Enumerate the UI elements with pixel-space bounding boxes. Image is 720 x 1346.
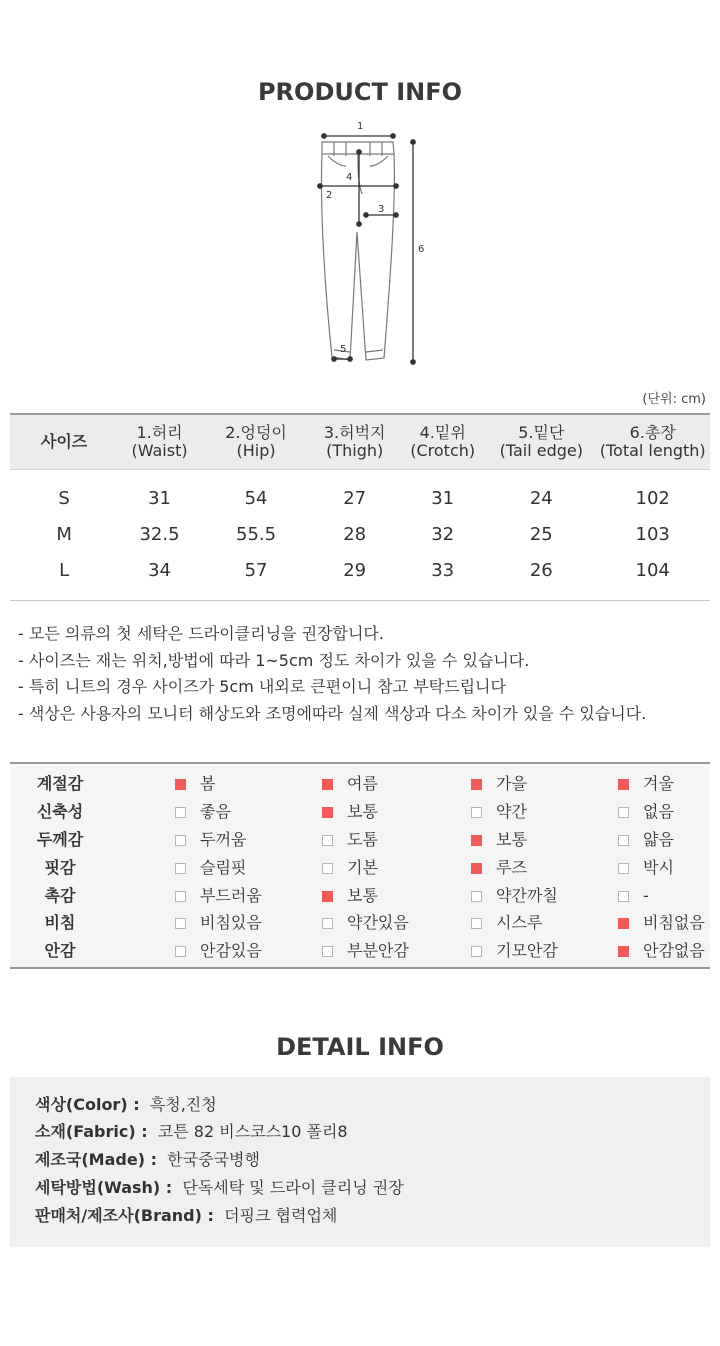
table-divider (10, 600, 710, 601)
option-label: 비침있음 (200, 913, 262, 932)
characteristic-option (618, 909, 705, 936)
characteristic-label: 신축성 (36, 802, 84, 821)
diagram-label-2: 2 (326, 190, 333, 201)
unchecked-box-icon (322, 835, 333, 846)
characteristic-label: 두께감 (36, 830, 84, 849)
unchecked-box-icon (175, 918, 186, 929)
option-label: 루즈 (496, 858, 527, 877)
unchecked-box-icon (175, 891, 186, 902)
detail-row (35, 1122, 348, 1142)
table-cell: 25 (529, 523, 553, 545)
detail-info-box (10, 1077, 710, 1247)
option-label: 보통 (347, 802, 378, 821)
characteristic-option (175, 854, 246, 881)
characteristic-row (10, 882, 710, 909)
option-label: 보통 (496, 830, 527, 849)
characteristic-option (618, 826, 674, 853)
pants-measurement-diagram (300, 112, 440, 374)
header-total-length: 6.총장 (Total length) (595, 414, 710, 470)
unchecked-box-icon (618, 807, 629, 818)
characteristic-label: 핏감 (44, 858, 76, 877)
option-label: 부드러움 (200, 886, 262, 905)
note-line: - 색상은 사용자의 모니터 해상도와 조명에따라 실제 색상과 다소 차이가 있을 수 있습니다. (18, 703, 647, 723)
table-cell: 55.5 (236, 523, 277, 545)
characteristic-row (10, 909, 710, 936)
option-label: 보통 (347, 886, 378, 905)
characteristic-option (471, 909, 542, 936)
unchecked-box-icon (175, 807, 186, 818)
characteristics-table (10, 762, 710, 969)
unchecked-box-icon (618, 891, 629, 902)
characteristic-row (10, 826, 710, 853)
characteristic-option (175, 909, 262, 936)
option-label: 봄 (200, 774, 216, 793)
table-row (10, 470, 710, 517)
characteristic-option (618, 937, 705, 964)
detail-row (35, 1095, 217, 1115)
checked-box-icon (471, 835, 482, 846)
unchecked-box-icon (471, 891, 482, 902)
unchecked-box-icon (471, 807, 482, 818)
header-hip: 2.엉덩이 (Hip) (201, 414, 311, 470)
option-label: 안감없음 (643, 941, 705, 960)
detail-label: 판매처/제조사(Brand) : (35, 1206, 214, 1225)
characteristic-row (10, 854, 710, 881)
characteristic-label: 계절감 (36, 774, 84, 793)
characteristic-option (175, 798, 231, 825)
detail-label: 세탁방법(Wash) : (35, 1178, 173, 1197)
checked-box-icon (322, 891, 333, 902)
characteristic-option (322, 770, 378, 797)
option-label: 두꺼움 (200, 830, 247, 849)
checked-box-icon (618, 779, 629, 790)
detail-value: 한국중국병행 (167, 1150, 260, 1169)
unchecked-box-icon (618, 863, 629, 874)
characteristic-option (322, 937, 409, 964)
characteristic-option (175, 770, 215, 797)
note-line: - 모든 의류의 첫 세탁은 드라이클리닝을 권장합니다. (18, 624, 384, 643)
checked-box-icon (471, 779, 482, 790)
option-label: 박시 (643, 858, 674, 877)
diagram-label-3: 3 (378, 204, 385, 215)
header-thigh: 3.허벅지 (Thigh) (311, 414, 398, 470)
unchecked-box-icon (175, 835, 186, 846)
option-label: 약간까칠 (496, 886, 558, 905)
option-label: 도톰 (347, 830, 378, 849)
characteristic-option (618, 854, 674, 881)
characteristic-option (175, 937, 262, 964)
pants-outline (321, 154, 394, 360)
characteristic-option (471, 882, 558, 909)
option-label: 슬림핏 (200, 858, 247, 877)
detail-info-title: DETAIL INFO (276, 1033, 444, 1061)
option-label: 얇음 (643, 830, 674, 849)
characteristic-option (471, 770, 527, 797)
option-label: 안감있음 (200, 941, 262, 960)
right-pocket (370, 156, 388, 166)
detail-label: 색상(Color) : (35, 1095, 140, 1114)
characteristic-option (471, 826, 527, 853)
header-waist: 1.허리 (Waist) (118, 414, 201, 470)
table-cell: 32 (431, 523, 455, 545)
size-cell: L (59, 559, 70, 581)
unchecked-box-icon (322, 918, 333, 929)
table-cell: 33 (431, 559, 455, 581)
characteristic-row (10, 770, 710, 797)
characteristic-option (471, 937, 558, 964)
checked-box-icon (175, 779, 186, 790)
table-cell: 28 (343, 523, 367, 545)
option-label: 약간 (496, 802, 527, 821)
detail-label: 제조국(Made) : (35, 1150, 157, 1169)
detail-row (35, 1150, 260, 1170)
option-label: 기본 (347, 858, 378, 877)
diagram-label-6: 6 (418, 244, 425, 255)
characteristic-option (618, 882, 649, 909)
characteristic-row (10, 798, 710, 825)
option-label: 없음 (643, 802, 674, 821)
characteristic-option (322, 798, 378, 825)
unchecked-box-icon (471, 946, 482, 957)
characteristic-option (618, 770, 674, 797)
characteristic-option (471, 798, 527, 825)
header-crotch: 4.밑위 (Crotch) (398, 414, 487, 470)
header-size: 사이즈 (10, 414, 118, 470)
size-cell: S (58, 487, 70, 509)
detail-value: 코튼 82 비스코스10 폴리8 (157, 1122, 348, 1141)
characteristic-option (322, 909, 409, 936)
characteristic-option (471, 854, 527, 881)
diagram-label-5: 5 (340, 344, 347, 355)
option-label: 여름 (347, 774, 378, 793)
detail-value: 단독세탁 및 드라이 클리닝 권장 (182, 1178, 404, 1197)
table-cell: 104 (635, 559, 670, 581)
characteristic-option (175, 882, 262, 909)
option-label: 겨울 (643, 774, 674, 793)
option-label: 좋음 (200, 802, 231, 821)
size-table (10, 413, 710, 594)
unchecked-box-icon (322, 946, 333, 957)
option-label: 기모안감 (496, 941, 558, 960)
option-label: 약간있음 (347, 913, 409, 932)
table-cell: 31 (148, 487, 171, 509)
detail-row (35, 1206, 337, 1226)
note-line: - 사이즈는 재는 위치,방법에 따라 1~5cm 정도 차이가 있을 수 있습니다. (18, 650, 530, 670)
product-info-title: PRODUCT INFO (257, 78, 463, 106)
checked-box-icon (322, 779, 333, 790)
table-cell: 34 (148, 559, 171, 581)
table-cell: 32.5 (139, 523, 180, 545)
unit-label: (단위: cm) (642, 392, 706, 407)
table-row (10, 552, 710, 594)
unchecked-box-icon (618, 835, 629, 846)
size-table-header (10, 414, 710, 470)
characteristic-option (322, 882, 378, 909)
option-label: 가을 (496, 774, 527, 793)
size-cell: M (56, 523, 72, 545)
characteristic-option (322, 854, 378, 881)
diagram-label-4: 4 (346, 172, 353, 183)
table-cell: 54 (244, 487, 268, 509)
option-label: - (643, 886, 649, 905)
unchecked-box-icon (322, 863, 333, 874)
table-cell: 27 (343, 487, 367, 509)
table-cell: 29 (343, 559, 367, 581)
table-cell: 31 (431, 487, 455, 509)
unchecked-box-icon (471, 918, 482, 929)
characteristic-label: 촉감 (44, 886, 76, 905)
detail-row (35, 1178, 404, 1198)
characteristic-label: 안감 (44, 941, 76, 960)
table-cell: 103 (635, 523, 670, 545)
characteristic-row (10, 937, 710, 964)
characteristic-option (618, 798, 674, 825)
checked-box-icon (618, 918, 629, 929)
diagram-label-1: 1 (357, 121, 364, 132)
checked-box-icon (322, 807, 333, 818)
detail-value: 흑청,진청 (149, 1095, 217, 1114)
unchecked-box-icon (175, 863, 186, 874)
left-pocket (328, 156, 346, 166)
characteristic-label: 비침 (44, 913, 76, 932)
care-notes (18, 621, 646, 727)
characteristic-option (175, 826, 246, 853)
option-label: 비침없음 (643, 913, 705, 932)
table-cell: 102 (635, 487, 670, 509)
table-row (10, 516, 710, 552)
checked-box-icon (471, 863, 482, 874)
checked-box-icon (618, 946, 629, 957)
note-line: - 특히 니트의 경우 사이즈가 5cm 내외로 큰편이니 참고 부탁드립니다 (18, 677, 506, 696)
header-tail-edge: 5.밑단 (Tail edge) (487, 414, 595, 470)
characteristic-option (322, 826, 378, 853)
table-cell: 24 (529, 487, 553, 509)
option-label: 시스루 (496, 913, 543, 932)
unchecked-box-icon (175, 946, 186, 957)
table-cell: 26 (529, 559, 553, 581)
option-label: 부분안감 (347, 941, 409, 960)
table-cell: 57 (244, 559, 268, 581)
detail-label: 소재(Fabric) : (35, 1122, 148, 1141)
detail-value: 더핑크 협력업체 (224, 1206, 338, 1225)
